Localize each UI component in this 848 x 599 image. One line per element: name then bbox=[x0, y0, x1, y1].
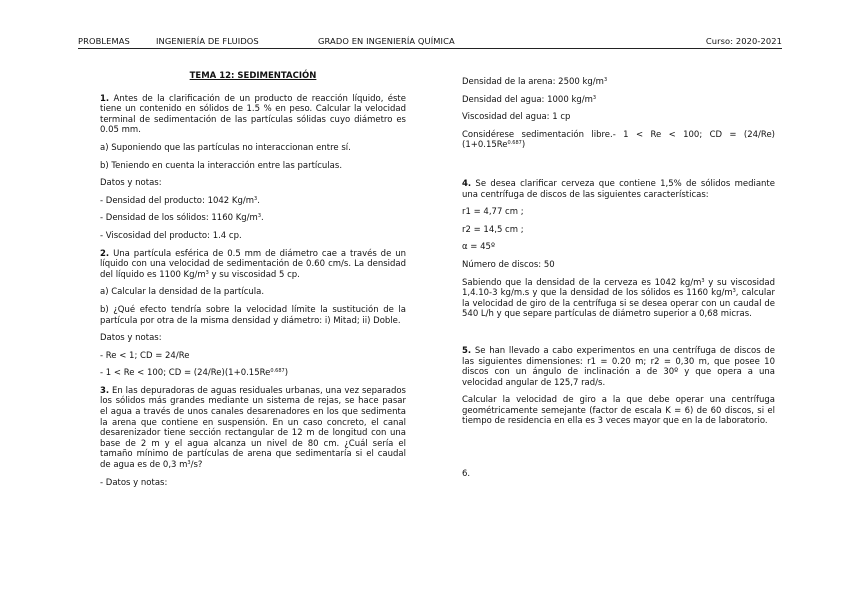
nota-text: Considérese sedimentación libre.- 1 < Re < 100; CD = (24/Re)(1+0.15Re bbox=[462, 129, 775, 151]
dato-text: - Densidad del producto: 1042 Kg/m bbox=[100, 195, 255, 206]
problem-5-text: Se han llevado a cabo experimentos en una centrífuga de discos de las siguientes dimensiones: r1 = 0.20 m; r2 = 0,30 m, que posee 10 discos con un ángulo de inclinación a de 30º y que opera a una velocidad angular de 125,7 rad/s. bbox=[462, 345, 775, 388]
problem-2-part-b: b) ¿Qué efecto tendría sobre la velocidad límite la sustitución de la partícula por otra de la misma densidad y diámetro: i) Mitad; ii) Doble. bbox=[100, 304, 406, 326]
dato-viscosidad-agua: Viscosidad del agua: 1 cp bbox=[462, 112, 571, 123]
problem-4-number: 4. bbox=[462, 178, 472, 189]
superscript: 0.687 bbox=[507, 140, 522, 147]
header-problemas: PROBLEMAS bbox=[78, 36, 130, 46]
problem-2-statement bbox=[100, 249, 406, 281]
dato-text: - Densidad de los sólidos: 1160 Kg/m bbox=[100, 213, 258, 224]
nota-text: ) bbox=[521, 140, 526, 151]
problem-1-dato-densidad-solidos bbox=[100, 213, 406, 224]
problem-2-datos: Datos y notas: bbox=[100, 333, 162, 344]
header-grado: GRADO EN INGENIERÍA QUÍMICA bbox=[318, 36, 455, 46]
page-title: TEMA 12: SEDIMENTACIÓN bbox=[189, 71, 317, 81]
dato-densidad-agua bbox=[462, 95, 775, 106]
dato-text: Densidad del agua: 1000 kg/m bbox=[462, 94, 593, 105]
problem-2-nota-1: - Re < 1; CD = 24/Re bbox=[100, 350, 190, 361]
problem-1-text: Antes de la clarificación de un producto de reacción líquido, éste tiene un contenido en sólidos de 1.5 % en peso. Calcular la velocidad terminal de sedimentación de las partículas sólidas cuyo diámetro es 0.05 mm. bbox=[100, 93, 406, 136]
problem-4-r2: r2 = 14,5 cm ; bbox=[462, 224, 524, 235]
superscript: 3 bbox=[257, 213, 262, 220]
problem-5-question: Calcular la velocidad de giro a la que debe operar una centrífuga geométricamente semejante (factor de escala K = 6) de 60 discos, si el tiempo de residencia en ella es 3 veces mayor que en la de laboratorio. bbox=[462, 395, 775, 427]
problem-1-number: 1. bbox=[100, 93, 110, 104]
problem-3-statement bbox=[100, 386, 406, 471]
problem-6-number: 6. bbox=[462, 469, 471, 480]
problem-1-part-a: a) Suponiendo que las partículas no interaccionan entre sí. bbox=[100, 142, 351, 153]
superscript: 3 bbox=[603, 77, 608, 83]
problem-5-number: 5. bbox=[462, 345, 472, 356]
dato-text: . bbox=[257, 195, 260, 206]
problem-4-text: Se desea clarificar cerveza que contiene 1,5% de sólidos mediante una centrífuga de discos de las siguientes características: bbox=[462, 178, 775, 200]
superscript: 3 bbox=[254, 195, 258, 202]
problem-1-statement bbox=[100, 94, 406, 136]
problem-2-nota-2 bbox=[100, 368, 406, 379]
problem-4-r1: r1 = 4,77 cm ; bbox=[462, 207, 524, 218]
nota-text: - 1 < Re < 100; CD = (24/Re)(1+0.15Re bbox=[100, 368, 271, 379]
problem-4-text: y su viscosidad 1,4.10-3 kg/m.s y que la densidad de los sólidos es 1160 kg/m bbox=[462, 277, 775, 299]
problem-4-text: Sabiendo que la densidad de la cerveza es 1042 kg/m bbox=[462, 277, 702, 288]
problem-5-statement bbox=[462, 346, 775, 388]
superscript: 3 bbox=[732, 288, 736, 295]
problem-4-text: , calcular la velocidad de giro de la centrífuga si se desea operar con un caudal de 540 L/h y que separe partículas de diámetro superior a 0,68 micras. bbox=[462, 288, 775, 320]
problem-1-dato-viscosidad: - Viscosidad del producto: 1.4 cp. bbox=[100, 230, 242, 241]
left-column bbox=[100, 71, 406, 495]
problem-3-text: En las depuradoras de aguas residuales urbanas, una vez separados los sólidos más grandes mediante un sistema de rejas, se hace pasar el agua a través de unos canales desarenadores en los que sedimenta la arena que contiene en suspensión. En un caso concreto, el canal desarenizador tiene sección rectangular de 12 m de longitud con una base de 2 m y el agua alcanza un nivel de 80 cm. ¿Cuál sería el tamaño mínimo de partículas de arena que sedimentaría si el caudal de agua es de 0,3 m bbox=[100, 385, 406, 471]
dato-text: Densidad de la arena: 2500 kg/m bbox=[462, 77, 604, 87]
superscript: 3 bbox=[205, 269, 209, 276]
superscript: 3 bbox=[701, 277, 705, 284]
problem-2-text: y su viscosidad 5 cp. bbox=[208, 269, 300, 280]
problem-2-part-a: a) Calcular la densidad de la partícula. bbox=[100, 287, 265, 298]
problem-3-datos: - Datos y notas: bbox=[100, 477, 168, 488]
problem-1-dato-densidad-producto bbox=[100, 196, 406, 207]
problem-4-statement bbox=[462, 179, 775, 200]
superscript: 3 bbox=[592, 94, 597, 101]
problem-4-discos: Número de discos: 50 bbox=[462, 259, 555, 270]
problem-3-text: /s? bbox=[190, 460, 203, 471]
header-asignatura: INGENIERÍA DE FLUIDOS bbox=[156, 36, 259, 46]
dato-densidad-arena bbox=[462, 77, 775, 88]
header-curso: Curso: 2020-2021 bbox=[705, 36, 782, 46]
problem-1-datos: Datos y notas: bbox=[100, 178, 162, 189]
superscript: 0.687 bbox=[270, 368, 285, 375]
problem-2-number: 2. bbox=[100, 248, 110, 259]
problem-3-number: 3. bbox=[100, 385, 110, 396]
superscript: 3 bbox=[187, 460, 191, 467]
nota-sedimentacion-libre bbox=[462, 130, 775, 151]
nota-text: ) bbox=[284, 368, 289, 379]
right-column bbox=[462, 77, 775, 487]
problem-1-part-b: b) Teniendo en cuenta la interacción entre las partículas. bbox=[100, 160, 343, 171]
problem-4-alpha: α = 45º bbox=[462, 242, 495, 253]
problem-4-question bbox=[462, 278, 775, 320]
problem-2-text: Una partícula esférica de 0.5 mm de diámetro cae a través de un líquido con una velocidad de sedimentación de 0.60 cm/s. La densidad del líquido es 1100 Kg/m bbox=[100, 248, 406, 280]
page-header bbox=[78, 36, 782, 48]
header-divider bbox=[78, 48, 782, 49]
dato-text: . bbox=[261, 213, 264, 224]
